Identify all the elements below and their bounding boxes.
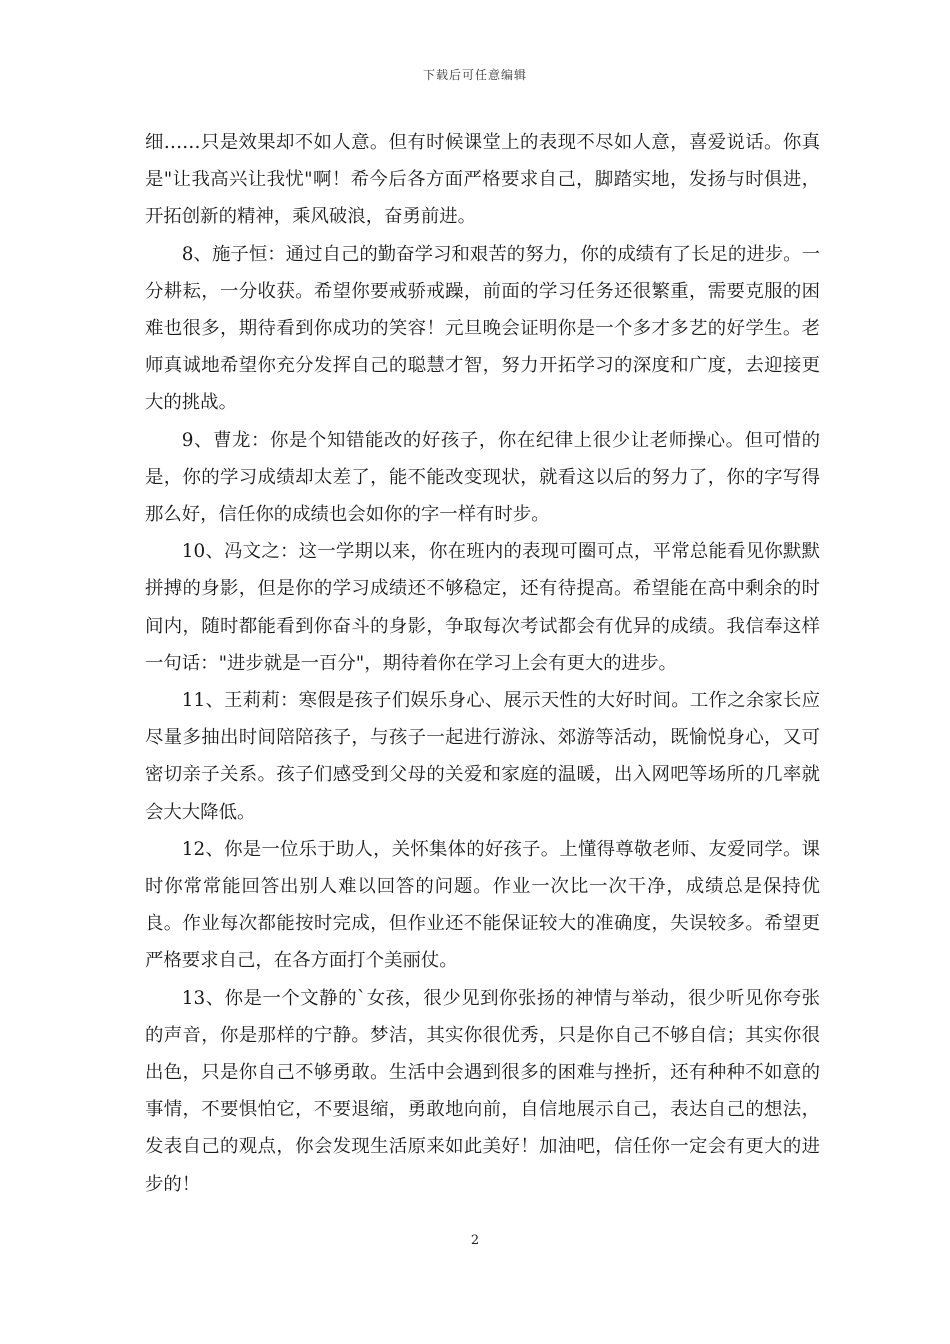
document-body <box>145 124 820 1203</box>
page-header: 下载后可任意编辑 <box>422 68 527 82</box>
page-number: 2 <box>470 1233 480 1248</box>
paragraph-13: 13、你是一个文静的`女孩，很少见到你张扬的神情与举动，很少听见你夸张的声音，你是那样的宁静。梦洁，其实你很优秀，只是你自己不够自信；其实你很出色，只是你自己不够勇敢。生活中会遇到很多的困难与挫折，还有种种不如意的事情，不要惧怕它，不要退缩，勇敢地向前，自信地展示自己，表达自己的想法，发表自己的观点，你会发现生活原来如此美好！加油吧，信任你一定会有更大的进步的！ <box>145 987 820 1195</box>
paragraph-8: 8、施子恒：通过自己的勤奋学习和艰苦的努力，你的成绩有了长足的进步。一分耕耘，一分收获。希望你要戒骄戒躁，前面的学习任务还很繁重，需要克服的困难也很多，期待看到你成功的笑容！元旦晚会证明你是一个多才多艺的好学生。老师真诚地希望你充分发挥自己的聪慧才智，努力开拓学习的深度和广度，去迎接更大的挑战。 <box>145 243 820 414</box>
paragraph-9: 9、曹龙：你是个知错能改的好孩子，你在纪律上很少让老师操心。但可惜的是，你的学习成绩却太差了，能不能改变现状，就看这以后的努力了，你的字写得那么好，信任你的成绩也会如你的字一样有时步。 <box>145 429 820 526</box>
paragraph-10: 10、冯文之：这一学期以来，你在班内的表现可圈可点，平常总能看见你默默拼搏的身影，但是你的学习成绩还不够稳定，还有待提高。希望能在高中剩余的时间内，随时都能看到你奋斗的身影，争取每次考试都会有优异的成绩。我信奉这样一句话："进步就是一百分"，期待着你在学习上会有更大的进步。 <box>145 541 820 674</box>
paragraph-continued: 细……只是效果却不如人意。但有时候课堂上的表现不尽如人意，喜爱说话。你真是"让我高兴让我忧"啊！希今后各方面严格要求自己，脚踏实地，发扬与时俱进，开拓创新的精神，乘风破浪，奋勇前进。 <box>145 132 820 228</box>
paragraph-11: 11、王莉莉：寒假是孩子们娱乐身心、展示天性的大好时间。工作之余家长应尽量多抽出时间陪陪孩子，与孩子一起进行游泳、郊游等活动，既愉悦身心，又可密切亲子关系。孩子们感受到父母的关爱和家庭的温暖，出入网吧等场所的几率就会大大降低。 <box>145 690 820 823</box>
paragraph-12: 12、你是一位乐于助人，关怀集体的好孩子。上懂得尊敬老师、友爱同学。课时你常常能回答出别人难以回答的问题。作业一次比一次干净，成绩总是保持优良。作业每次都能按时完成，但作业还不能保证较大的准确度，失误较多。希望更严格要求自己，在各方面打个美丽仗。 <box>145 838 820 972</box>
